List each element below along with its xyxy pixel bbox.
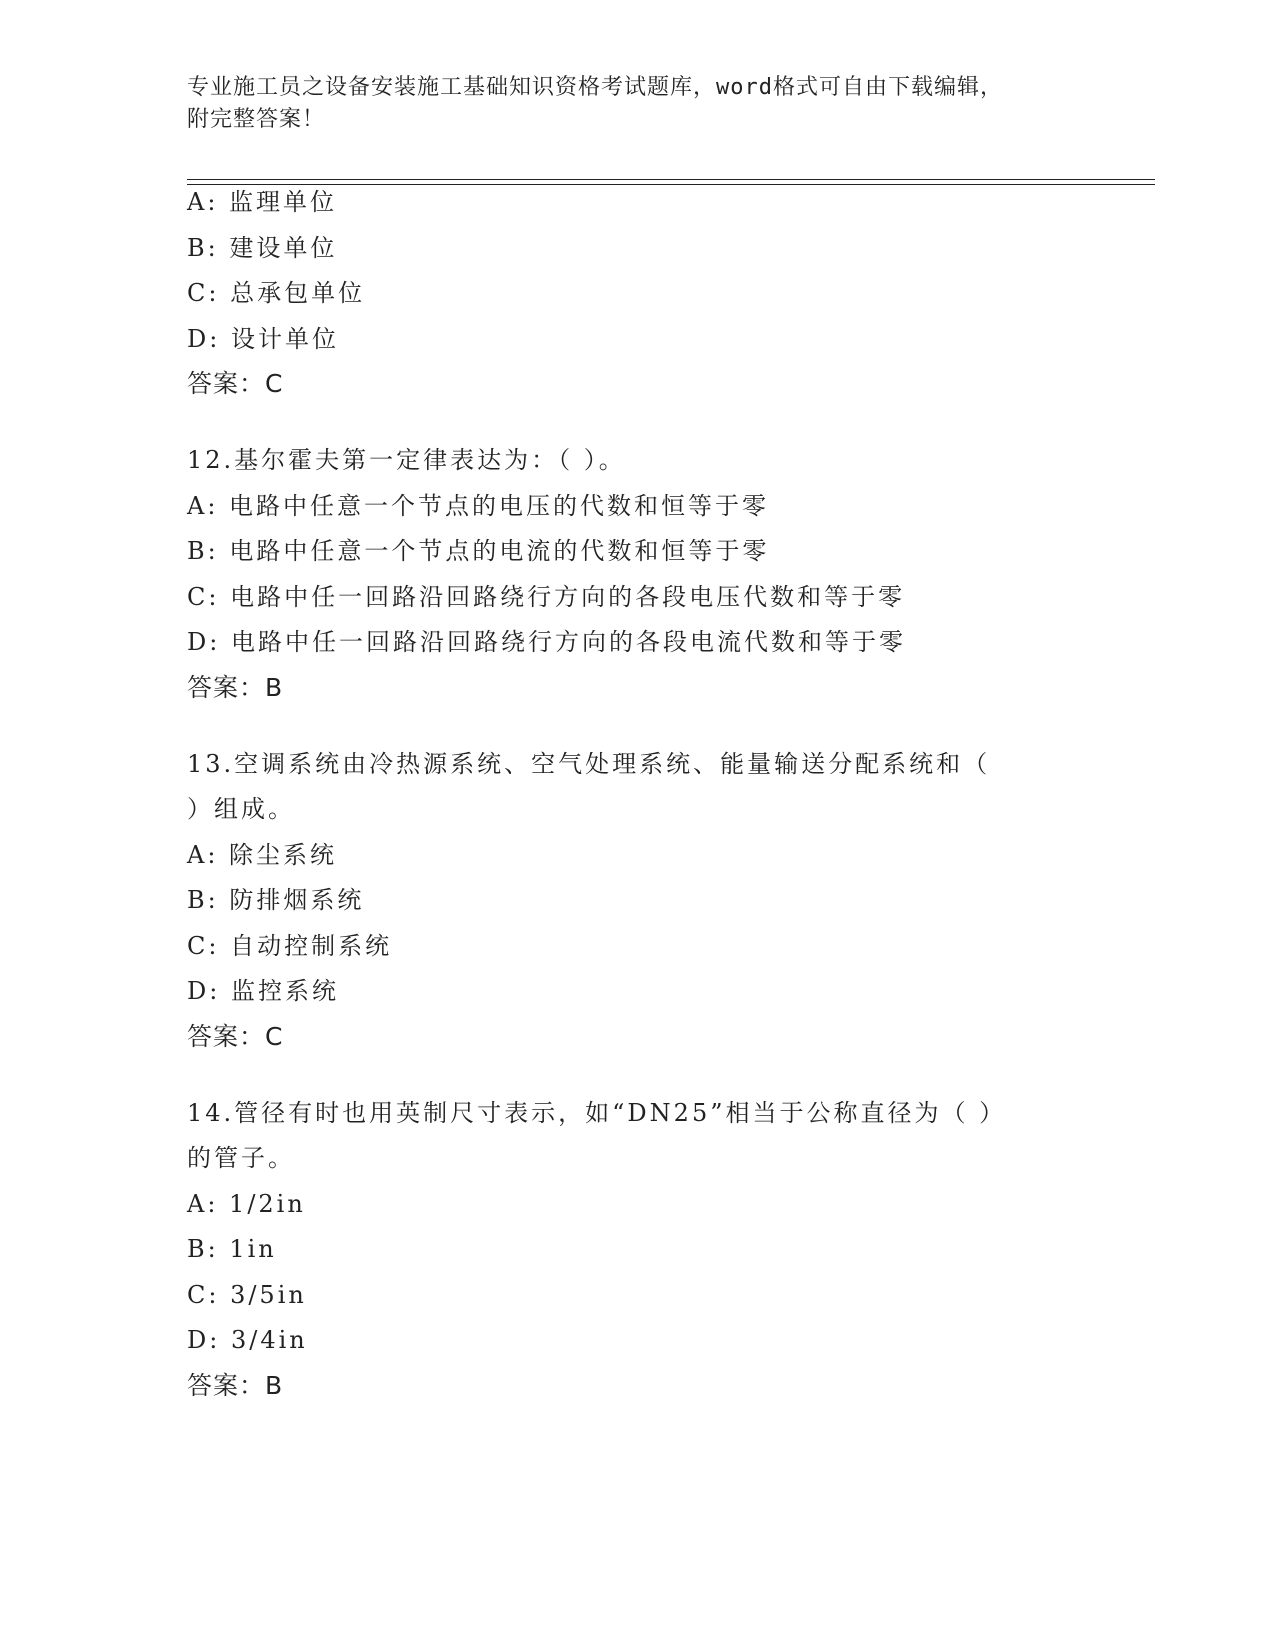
q13-option-b: B: 防排烟系统 [187, 886, 365, 914]
header-line-2: 附完整答案！ [187, 107, 326, 132]
q14-option-d: D: 3/4in [187, 1326, 308, 1354]
q13-option-c: C: 自动控制系统 [187, 931, 393, 960]
q13-option-a: A: 除尘系统 [187, 840, 338, 869]
q13-option-d: D: 监控系统 [187, 977, 339, 1005]
q14-question-line-1: 14.管径有时也用英制尺寸表示，如“DN25”相当于公称直径为（ ） [187, 1098, 1007, 1127]
q12-answer: 答案：B [187, 672, 284, 702]
q11-answer: 答案：C [187, 369, 284, 398]
question-list [187, 187, 1067, 1416]
q13-question-line-2: ）组成。 [187, 795, 295, 823]
q13-question-line-1: 13.空调系统由冷热源系统、空气处理系统、能量输送分配系统和（ [187, 749, 991, 778]
header-rule-bottom [187, 184, 1155, 185]
q12-option-b: B: 电路中任意一个节点的电流的代数和恒等于零 [187, 537, 770, 565]
question-11 [187, 187, 1067, 399]
question-14 [187, 1098, 1067, 1401]
question-12 [187, 445, 1067, 703]
q12-option-c: C: 电路中任一回路沿回路绕行方向的各段电压代数和等于零 [187, 582, 906, 611]
q14-option-c: C: 3/5in [187, 1280, 307, 1309]
q11-option-c: C: 总承包单位 [187, 279, 366, 307]
q12-question: 12.基尔霍夫第一定律表达为：（ ）。 [187, 446, 626, 474]
q11-option-b: B: 建设单位 [187, 233, 338, 262]
q11-option-a: A: 监理单位 [187, 188, 338, 216]
q12-option-a: A: 电路中任意一个节点的电压的代数和恒等于零 [187, 491, 770, 520]
document-header [187, 72, 1067, 136]
question-13 [187, 749, 1067, 1052]
q14-option-a: A: 1/2in [187, 1189, 306, 1218]
q14-question-line-2: 的管子。 [187, 1144, 295, 1172]
q12-option-d: D: 电路中任一回路沿回路绕行方向的各段电流代数和等于零 [187, 628, 906, 656]
q14-option-b: B: 1in [187, 1235, 277, 1263]
header-rule-top [187, 179, 1155, 180]
q13-answer: 答案：C [187, 1021, 284, 1051]
q11-option-d: D: 设计单位 [187, 324, 339, 353]
q14-answer: 答案：B [187, 1370, 284, 1400]
header-line-1: 专业施工员之设备安装施工基础知识资格考试题库，word格式可自由下载编辑， [187, 75, 1003, 100]
